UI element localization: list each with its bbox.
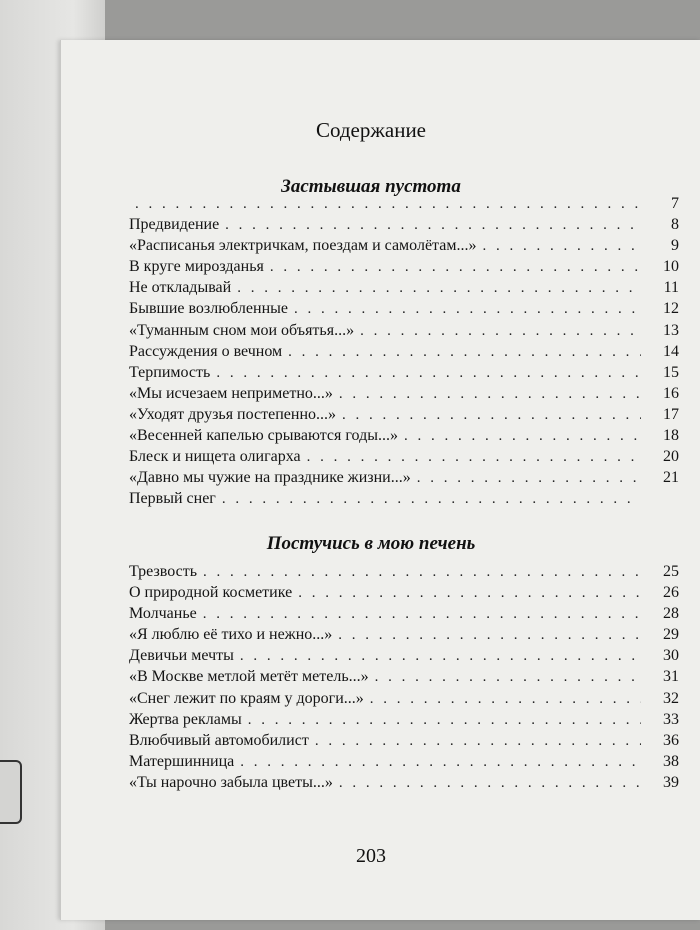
leader-dots — [288, 344, 641, 361]
book-cover-edge — [0, 760, 22, 824]
toc-entry — [129, 469, 679, 490]
toc-entry-page: 29 — [663, 626, 679, 644]
page-number: 203 — [356, 845, 386, 867]
leader-dots — [339, 386, 641, 403]
toc-entry-page: 21 — [663, 469, 679, 487]
toc-entry-title: Девичьи мечты — [129, 647, 234, 665]
toc-entry-title: Предвидение — [129, 216, 220, 234]
leader-dots — [342, 407, 641, 424]
toc-entry-page: 16 — [663, 384, 679, 402]
leader-dots — [338, 627, 641, 644]
leader-dots — [240, 754, 641, 771]
toc-entry — [129, 406, 679, 427]
toc-entry-page: 31 — [663, 668, 679, 686]
leader-dots — [248, 712, 641, 729]
toc-entry — [129, 584, 679, 605]
toc-entry — [129, 668, 679, 689]
toc-entry — [129, 732, 679, 753]
leader-dots — [222, 491, 641, 508]
toc-entry — [129, 563, 679, 584]
toc-entry-page: 18 — [663, 427, 679, 445]
toc-entry-page: 30 — [663, 647, 679, 665]
toc-entry — [129, 647, 679, 668]
toc-entry-title: О природной косметике — [129, 584, 293, 602]
toc-entry-title: «Давно мы чужие на празднике жизни...» — [129, 469, 411, 487]
toc-entry-title: «Мы исчезаем неприметно...» — [129, 384, 333, 402]
toc-entry-page: 39 — [663, 773, 679, 791]
toc-entry-page: 26 — [663, 584, 679, 602]
book-page — [60, 40, 700, 920]
toc-entry-title: «Я люблю её тихо и нежно...» — [129, 626, 333, 644]
leader-dots — [240, 648, 641, 665]
toc-entry-page: 14 — [663, 342, 679, 360]
toc-entry-title: «Уходят друзья постепенно...» — [129, 405, 336, 423]
toc-entry-title: Трезвость — [129, 563, 198, 580]
leader-dots — [360, 323, 641, 340]
leader-dots — [482, 238, 641, 255]
toc-entry-title: «В Москве метлой метёт метель...» — [129, 668, 369, 686]
toc-entry — [129, 753, 679, 774]
toc-entry-page: 10 — [663, 258, 679, 276]
toc-entry-title: Матершинница — [129, 752, 235, 770]
toc-entry — [129, 385, 679, 406]
toc-entry-title: Первый снег — [129, 490, 216, 508]
toc-entry-page: 8 — [671, 216, 679, 234]
leader-dots — [307, 449, 641, 466]
leader-dots — [203, 564, 641, 581]
leader-dots — [315, 733, 641, 750]
toc-entry-page: 28 — [663, 605, 679, 623]
leader-dots — [203, 606, 641, 623]
toc-entry-page: 13 — [663, 321, 679, 339]
toc-entry-title: Влюбчивый автомобилист — [129, 731, 309, 749]
toc-entry-title: Не откладывай — [129, 279, 232, 297]
leader-dots — [225, 217, 641, 234]
toc-entry — [129, 448, 679, 469]
toc-entry — [129, 711, 679, 732]
toc-entry-title: Жертва рекламы — [129, 710, 242, 728]
leader-dots — [237, 280, 641, 297]
toc-entry-title: «Расписанья электричкам, поездам и самолётам...» — [129, 237, 477, 255]
leader-dots — [135, 196, 641, 213]
toc-entry-title: «Ты нарочно забыла цветы...» — [129, 773, 333, 791]
toc-entry — [129, 258, 679, 279]
toc-entry — [129, 343, 679, 364]
toc-entry-page: 20 — [663, 448, 679, 466]
toc-entry-page: 15 — [663, 363, 679, 381]
toc-entry-page: 12 — [663, 300, 679, 318]
toc-entry-page: 32 — [663, 689, 679, 707]
toc-section-2 — [129, 563, 679, 795]
leader-dots — [270, 259, 641, 276]
toc-entry-title: Терпимость — [129, 363, 211, 381]
section-title-1: Застывшая пустота — [281, 176, 461, 197]
toc-entry-page: 17 — [663, 405, 679, 423]
toc-entry-page: 25 — [663, 563, 679, 580]
toc-entry-title: Бывшие возлюбленные — [129, 300, 288, 318]
toc-entry — [129, 237, 679, 258]
toc-entry-page: 9 — [671, 237, 679, 255]
toc-entry-page: 7 — [671, 195, 679, 212]
toc-entry — [129, 605, 679, 626]
toc-entry — [129, 626, 679, 647]
toc-entry-page: 33 — [663, 710, 679, 728]
section-title-2: Постучись в мою печень — [266, 533, 476, 554]
toc-entry-page: 36 — [663, 731, 679, 749]
toc-section-1 — [129, 195, 679, 511]
toc-entry — [129, 427, 679, 448]
toc-entry — [129, 216, 679, 237]
toc-entry-page: 38 — [663, 752, 679, 770]
toc-entry-title: Блеск и нищета олигарха — [129, 448, 301, 466]
toc-entry-title: В круге мирозданья — [129, 258, 264, 276]
toc-entry-title: Рассуждения о вечном — [129, 342, 283, 360]
toc-entry-title: Молчанье — [129, 605, 197, 623]
page-title: Содержание — [315, 118, 427, 142]
leader-dots — [298, 585, 641, 602]
toc-entry — [129, 774, 679, 795]
toc-entry-title: «Снег лежит по краям у дороги...» — [129, 689, 364, 707]
toc-entry — [129, 364, 679, 385]
leader-dots — [404, 428, 641, 445]
toc-entry — [129, 490, 679, 511]
toc-entry-page: 11 — [663, 279, 679, 297]
toc-entry-title: «Весенней капелью срываются годы...» — [129, 427, 398, 445]
leader-dots — [417, 470, 641, 487]
toc-entry — [129, 322, 679, 343]
leader-dots — [370, 691, 641, 708]
leader-dots — [294, 301, 641, 318]
toc-entry — [129, 279, 679, 300]
leader-dots — [339, 775, 641, 792]
leader-dots — [375, 669, 641, 686]
toc-entry — [129, 195, 679, 216]
toc-entry — [129, 690, 679, 711]
toc-entry — [129, 300, 679, 321]
toc-entry-title: «Туманным сном мои объятья...» — [129, 321, 355, 339]
leader-dots — [216, 365, 641, 382]
